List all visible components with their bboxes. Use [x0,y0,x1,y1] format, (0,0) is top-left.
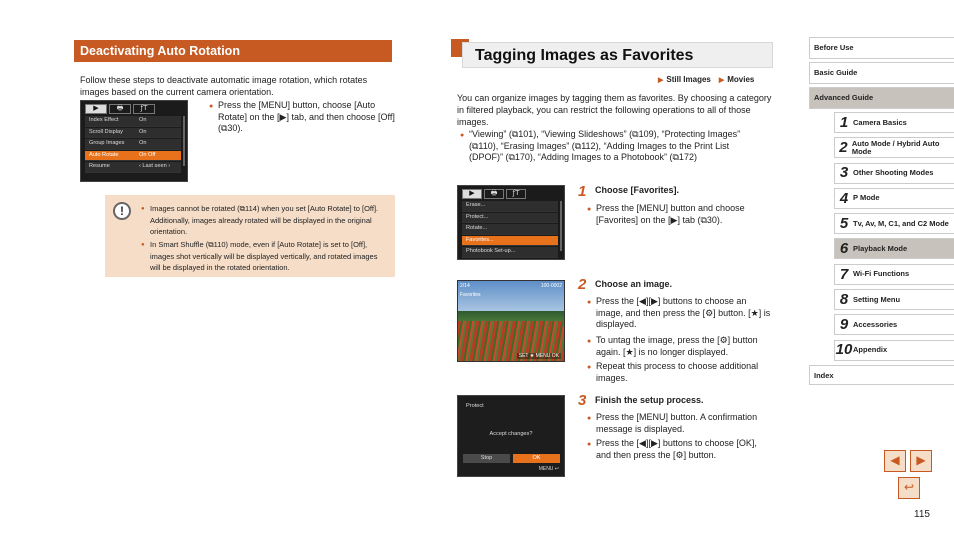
section-heading-auto-rotation: Deactivating Auto Rotation [74,40,392,62]
chapter-number: 4 [839,189,849,207]
confirm-stop-option: Stop [463,454,510,463]
photo-bottom-hint: SET ★ MENU OK [518,352,559,359]
sidebar-chapter-item[interactable] [834,213,954,234]
camera-menu-value: On [139,140,147,147]
camera-screen-playback-menu [80,100,188,182]
camera-menu-value: On Off [139,151,156,158]
step-title: Finish the setup process. [595,395,704,405]
page-number: 115 [914,509,930,520]
chapter-title: P Mode [853,193,880,203]
camera-tab: ▶ [462,189,482,199]
camera-menu-row [85,162,181,173]
camera-menu-key: Resume [89,163,110,170]
photo-file-number: 100-0002 [540,283,562,289]
chapter-number: 3 [839,164,849,182]
chapter-title: Wi-Fi Functions [853,269,910,279]
camera-menu-value: ‹ Last seen › [139,163,171,170]
instruction-bullet: ● Press the [MENU] button, choose [Auto Rotate] on the [▶] tab, and then choose [Off] (⧉30). [209,100,399,135]
camera-menu-row [85,128,181,139]
chapter-title: Accessories [853,319,898,329]
chapter-title: Other Shooting Modes [853,168,934,178]
camera-photo-preview [457,280,565,362]
camera-menu-row: Rotate... [462,224,558,235]
chapter-number: 9 [839,316,849,334]
sidebar-chapter-item[interactable] [834,289,954,310]
section-intro: You can organize images by tagging them as favorites. By choosing a category in filtered playback, you can restrict the following operations to all of those images. [457,93,772,128]
step-number: 1 [578,183,587,200]
camera-menu-key: Scroll Display [89,128,123,135]
sidebar-chapter-item[interactable] [834,238,954,259]
sidebar-chapter-item[interactable] [834,188,954,209]
step-title: Choose an image. [595,279,673,289]
chapter-number: 2 [839,139,848,157]
photo-favorites-label: Favorites [460,292,481,298]
chapter-title: Camera Basics [853,117,907,127]
camera-tab: ƒT [506,189,526,199]
chapter-number: 1 [839,113,849,131]
type-movies: ▶ Movies [718,75,755,84]
step-bullet: ● Press the [◀][▶] buttons to choose an image, and then press the [⚙] button. [★] is displayed. [587,296,772,331]
section-heading-favorites: Tagging Images as Favorites [462,42,773,68]
camera-tab: 🖶 [484,189,504,199]
camera-menu-row [85,139,181,150]
camera-scrollbar [560,201,562,251]
camera-screen-confirm [457,395,565,477]
camera-menu-row [85,116,181,127]
camera-menu-key: Auto Rotate [89,151,119,158]
return-button[interactable]: ↩ [898,477,920,499]
confirm-question: Accept changes? [489,431,533,437]
applicable-types [658,75,754,85]
step-bullet: ● Repeat this process to choose additional images. [587,361,772,384]
camera-menu-key: Group Images [89,140,125,147]
sidebar-nav [809,37,954,388]
sidebar-item-index[interactable]: Index [809,365,954,385]
photo-counter: 2/14 [460,283,470,289]
section-intro: Follow these steps to deactivate automatic image rotation, which rotates images based on the current camera orientation. [80,75,368,98]
sidebar-chapter-item[interactable] [834,340,954,361]
step-bullet: ● Press the [MENU] button and choose [Favorites] on the [▶] tab (⧉30). [587,203,767,226]
camera-tab: 🖶 [109,104,131,114]
reference-bullet: ● “Viewing” (⧉101), “Viewing Slideshows” (⧉109), “Protecting Images” (⧉110), “Erasing Images” (⧉112), “Adding Images to the Print List (DPOF)” (⧉170), “Adding Images to a Photobook” (⧉172) [460,129,760,164]
confirm-menu-hint: MENU ↩ [538,465,559,472]
camera-menu-row [85,151,181,162]
camera-menu-row: Erase... [462,201,558,212]
caution-text: ● Images cannot be rotated (⧉114) when you set [Auto Rotate] to [Off]. Additionally, images already rotated will be displayed in the original orientation. [141,203,387,238]
triangle-icon: ▶ [658,77,664,84]
chapter-title: Appendix [853,345,888,355]
chapter-title: Setting Menu [853,294,901,304]
sidebar-chapter-item[interactable] [834,112,954,133]
page-nav-arrows [884,450,932,472]
chapter-title: Playback Mode [853,244,908,254]
confirm-title: Protect [466,403,484,409]
camera-menu-key: Index Effect [89,117,119,124]
camera-menu-row: Favorites... [462,236,558,247]
sidebar-chapter-item[interactable] [834,314,954,335]
camera-scrollbar [183,116,185,166]
chapter-title: Auto Mode / Hybrid Auto Mode [851,138,940,156]
camera-menu-row: Photobook Set-up... [462,247,558,258]
sidebar-chapter-item[interactable] [834,163,954,184]
camera-menu-row: Protect... [462,213,558,224]
sidebar-item-before-use[interactable]: Before Use [809,37,954,59]
chapter-number: 8 [839,290,849,308]
step-number: 3 [578,392,587,409]
camera-menu-value: On [139,128,147,135]
caution-icon: ! [113,202,131,220]
step-title: Choose [Favorites]. [595,185,680,195]
step-bullet: ● Press the [MENU] button. A confirmation message is displayed. [587,412,772,435]
chapter-title: Tv, Av, M, C1, and C2 Mode [853,218,949,228]
camera-menu-value: On [139,117,147,124]
caution-text: ● In Smart Shuffle (⧉110) mode, even if [Auto Rotate] is set to [Off], images shot vertically will be displayed vertically, and rotated images will be displayed in the rotated orientation. [141,239,387,274]
type-still-images: ▶ Still Images [658,75,711,84]
sidebar-item-basic-guide[interactable]: Basic Guide [809,62,954,84]
sidebar-chapter-item[interactable] [834,137,954,158]
camera-tab: ƒT [133,104,155,114]
step-bullet: ● To untag the image, press the [⚙] button again. [★] is no longer displayed. [587,335,772,358]
chapter-number: 10 [835,341,853,359]
step-number: 2 [578,276,587,293]
chapter-number: 6 [839,240,849,258]
confirm-ok-option: OK [513,454,560,463]
next-page-button[interactable]: ▶ [910,450,932,472]
camera-screen-favorites-menu [457,185,565,260]
triangle-icon: ▶ [718,77,725,84]
caution-box [105,195,395,277]
prev-page-button[interactable]: ◀ [884,450,906,472]
camera-tab: ▶ [85,104,107,114]
chapter-number: 7 [839,265,849,283]
step-bullet: ● Press the [◀][▶] buttons to choose [OK], and then press the [⚙] button. [587,438,772,461]
sidebar-item-advanced-guide[interactable]: Advanced Guide [809,87,954,109]
chapter-number: 5 [839,214,849,232]
sidebar-chapter-item[interactable] [834,264,954,285]
